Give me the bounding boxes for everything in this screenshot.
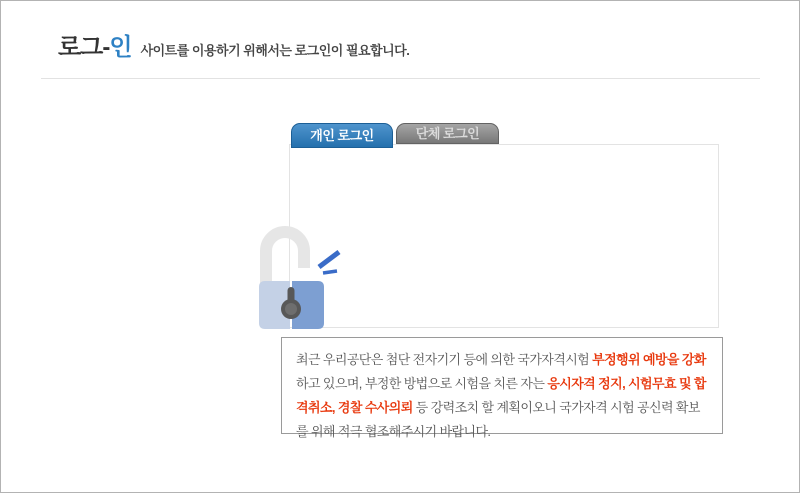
header-divider: [41, 78, 760, 79]
notice-text: 하고 있으며, 부정한 방법으로 시험을 치른 자는: [296, 376, 548, 391]
page-subtitle: 사이트를 이용하기 위해서는 로그인이 필요합니다.: [140, 43, 410, 58]
page-title: [58, 27, 132, 62]
tab-personal-login[interactable]: 개인 로그인: [291, 123, 393, 148]
notice-text: 등 강력조치 할 계획이오니 국가자격 시험 공신력 확보를 위해 적극 협조해주시기 바랍니다.: [296, 400, 700, 439]
notice-emphasis-text: 응시자격 정지, 시험무효 및 합격취소, 경찰 수사의뢰: [296, 376, 706, 415]
page-title-accent: 인: [109, 34, 132, 61]
notice-emphasis-text: 부정행위 예방을 강화: [592, 352, 706, 367]
login-panel: [289, 144, 719, 328]
tab-group-login[interactable]: 단체 로그인: [396, 123, 499, 144]
open-padlock-pencil-icon: [255, 221, 347, 333]
notice-text: 최근 우리공단은 첨단 전자기기 등에 의한 국가자격시험: [296, 352, 593, 367]
page-title-dark: 로그-: [58, 34, 110, 61]
page-header: [58, 27, 409, 62]
fraud-warning-notice: [281, 337, 723, 439]
